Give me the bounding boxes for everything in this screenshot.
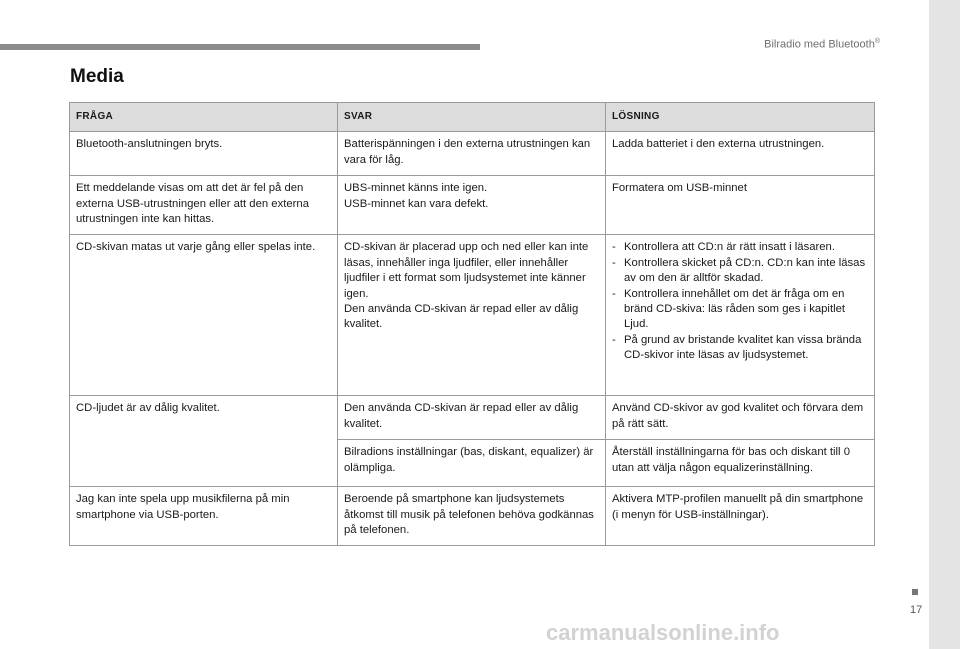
- answer-cell: [338, 440, 606, 487]
- solution-cell: [606, 396, 875, 440]
- chapter-title: Bilradio med Bluetooth®: [764, 38, 880, 51]
- table-row: [70, 132, 875, 176]
- answer-text: USB-minnet kan vara defekt.: [344, 197, 489, 210]
- solution-cell: [606, 487, 875, 546]
- column-header-solution: LÖSNING: [606, 103, 875, 132]
- answer-cell: [338, 132, 606, 176]
- column-header-question: FRÅGA: [70, 103, 338, 132]
- answer-text: UBS-minnet känns inte igen.: [344, 182, 488, 195]
- answer-cell: [338, 396, 606, 440]
- troubleshooting-table: [69, 102, 874, 546]
- table-row: [70, 487, 875, 546]
- answer-text: Beroende på smartphone kan ljudsystemets åtkomst till musik på telefonen behöva godkännas på telefonen.: [344, 493, 594, 537]
- answer-text: Den använda CD-skivan är repad eller av dålig kvalitet.: [344, 402, 579, 430]
- question-cell: Bluetooth-anslutningen bryts.: [70, 132, 338, 176]
- question-cell: CD-ljudet är av dålig kvalitet.: [70, 396, 338, 487]
- answer-text: Den använda CD-skivan är repad eller av dålig kvalitet.: [344, 303, 579, 331]
- solution-cell: [606, 235, 875, 396]
- answer-text: Batterispänningen i den externa utrustningen kan vara för låg.: [344, 138, 591, 166]
- column-header-answer: SVAR: [338, 103, 606, 132]
- solution-bullet: - Kontrollera skicket på CD:n. CD:n kan inte läsas av om den är alltför skadad.: [612, 256, 866, 285]
- section-title: Media: [70, 66, 124, 87]
- solution-text: Aktivera MTP-profilen manuellt på din smartphone (i menyn för USB-inställningar).: [612, 493, 864, 521]
- continuation-square-icon: [912, 589, 918, 595]
- solution-cell: [606, 132, 875, 176]
- question-cell: Jag kan inte spela upp musikfilerna på min smartphone via USB-porten.: [70, 487, 338, 546]
- solution-text: Använd CD-skivor av god kvalitet och förvara dem på rätt sätt.: [612, 402, 864, 430]
- table-header-row: [70, 103, 875, 132]
- table-row: [70, 235, 875, 396]
- answer-text: CD-skivan är placerad upp och ned eller kan inte läsas, innehåller inga ljudfiler, eller innehåller ljudfiler i ett format som ljudsystemet inte känner igen.: [344, 241, 589, 300]
- question-cell: CD-skivan matas ut varje gång eller spelas inte.: [70, 235, 338, 396]
- right-margin-band: [929, 0, 960, 649]
- answer-cell: [338, 487, 606, 546]
- table-row: [70, 176, 875, 235]
- header-rule: [0, 44, 480, 50]
- answer-text: Bilradions inställningar (bas, diskant, equalizer) är olämpliga.: [344, 446, 594, 474]
- question-cell: Ett meddelande visas om att det är fel på den externa USB-utrustningen eller att den externa utrustningen inte kan hittas.: [70, 176, 338, 235]
- solution-cell: [606, 440, 875, 487]
- solution-text: Formatera om USB-minnet: [612, 182, 747, 195]
- table-row: [70, 396, 875, 440]
- page-number: 17: [910, 604, 923, 616]
- solution-bullet: - På grund av bristande kvalitet kan vissa brända CD-skivor inte läsas av ljudsystemet.: [612, 333, 862, 362]
- solution-bullet: - Kontrollera att CD:n är rätt insatt i läsaren.: [612, 241, 835, 254]
- answer-cell: [338, 176, 606, 235]
- solution-text: Ladda batteriet i den externa utrustningen.: [612, 138, 825, 151]
- solution-bullet: - Kontrollera innehållet om det är fråga om en bränd CD-skiva: läs råden som ges i kapitlet Ljud.: [612, 287, 846, 331]
- solution-cell: [606, 176, 875, 235]
- answer-cell: [338, 235, 606, 396]
- solution-text: Återställ inställningarna för bas och diskant till 0 utan att välja någon equalizerinställning.: [612, 446, 850, 474]
- watermark: carmanualsonline.info: [546, 620, 780, 645]
